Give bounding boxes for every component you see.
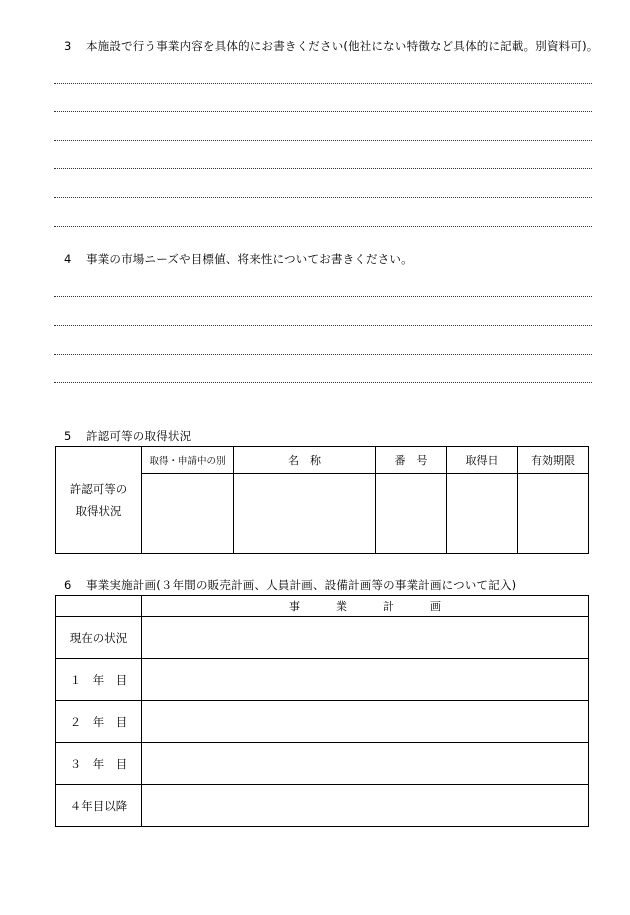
permit-row-label-line2: 取得状況 — [75, 504, 122, 518]
section-3-number: 3 — [64, 39, 72, 53]
plan-cell-current[interactable] — [142, 617, 589, 659]
section-3-line-3[interactable] — [54, 140, 592, 141]
plan-row-label-year2: ２ 年 目 — [56, 701, 142, 743]
permit-header-number: 番 号 — [376, 447, 447, 474]
section-4-line-2[interactable] — [54, 325, 592, 326]
section-4-number: 4 — [64, 252, 72, 266]
section-4-text: 事業の市場ニーズや目標値、将来性についてお書きください。 — [86, 252, 413, 266]
plan-cell-year2[interactable] — [142, 701, 589, 743]
plan-cell-year3[interactable] — [142, 743, 589, 785]
section-3-line-5[interactable] — [54, 197, 592, 198]
section-4-line-1[interactable] — [54, 296, 592, 297]
section-3-line-2[interactable] — [54, 111, 592, 112]
section-5-number: 5 — [64, 429, 72, 443]
section-3-heading — [64, 38, 598, 54]
permit-cell-number[interactable] — [376, 474, 447, 554]
section-4-heading — [64, 251, 413, 267]
section-4-line-3[interactable] — [54, 354, 592, 355]
section-3-text: 本施設で行う事業内容を具体的にお書きください(他社にない特徴など具体的に記載。別資料可)。 — [86, 39, 599, 53]
section-3-line-6[interactable] — [54, 226, 592, 227]
plan-row-label-year3: ３ 年 目 — [56, 743, 142, 785]
plan-header: 事業計画 — [142, 596, 589, 617]
plan-cell-year1[interactable] — [142, 659, 589, 701]
permit-cell-date[interactable] — [447, 474, 518, 554]
section-3-line-4[interactable] — [54, 168, 592, 169]
permit-cell-status[interactable] — [142, 474, 234, 554]
permit-row-label — [56, 447, 142, 554]
plan-header-blank — [56, 596, 142, 617]
plan-row-label-year1: １ 年 目 — [56, 659, 142, 701]
plan-row-label-current: 現在の状況 — [56, 617, 142, 659]
section-3-line-1[interactable] — [54, 83, 592, 84]
plan-cell-year4-plus[interactable] — [142, 785, 589, 827]
plan-row-label-year4-plus: ４年目以降 — [56, 785, 142, 827]
permit-header-date: 取得日 — [447, 447, 518, 474]
permit-cell-expiry[interactable] — [518, 474, 589, 554]
section-5-heading — [64, 428, 191, 444]
permit-table — [55, 446, 589, 554]
section-6-text: 事業実施計画(３年間の販売計画、人員計画、設備計画等の事業計画について記入) — [86, 578, 517, 592]
permit-header-name: 名 称 — [234, 447, 376, 474]
permit-row-label-line1: 許認可等の — [69, 482, 128, 496]
permit-header-status: 取得・申請中の別 — [142, 447, 234, 474]
section-6-number: 6 — [64, 578, 72, 592]
permit-cell-name[interactable] — [234, 474, 376, 554]
section-4-line-4[interactable] — [54, 382, 592, 383]
section-5-text: 許認可等の取得状況 — [86, 429, 192, 443]
permit-header-expiry: 有効期限 — [518, 447, 589, 474]
business-plan-table — [55, 595, 589, 827]
section-6-heading — [64, 577, 516, 593]
